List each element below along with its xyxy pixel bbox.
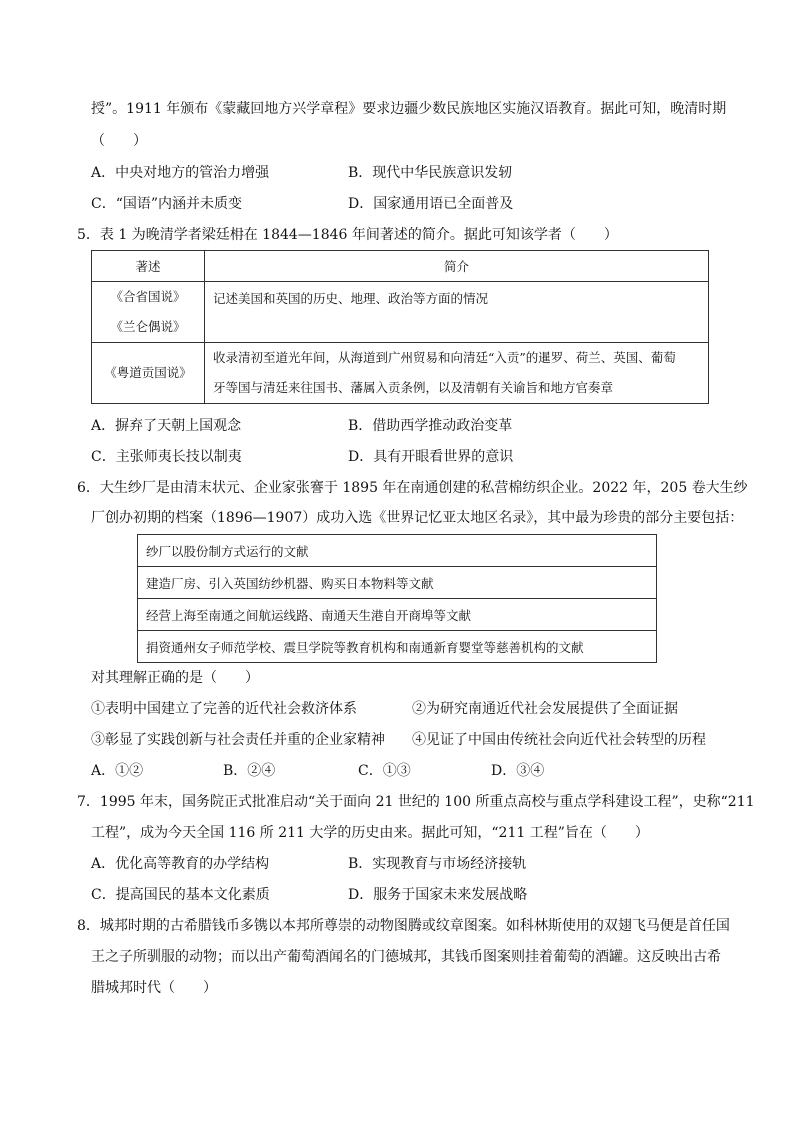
q4-option-b[interactable]: B．现代中华民族意识发轫	[348, 165, 513, 181]
q7-stem-line2: 工程”，成为今天全国 116 所 211 大学的历史由来。据此可知，“211 工程”旨在（ ）	[91, 825, 649, 841]
q4-blank: （ ）	[91, 133, 147, 149]
q4-option-a[interactable]: A．中央对地方的管治力增强	[91, 165, 270, 181]
q5-table-header-row	[92, 251, 709, 282]
q5-table-row	[92, 343, 709, 404]
q5-row2-intro-line1: 收录清初至道光年间，从海道到广州贸易和向清廷“入贡”的暹罗、荷兰、英国、葡萄	[213, 350, 676, 365]
q6-statement-3: ③彰显了实践创新与社会责任并重的企业家精神	[91, 732, 385, 748]
q6-statement-2: ②为研究南通近代社会发展提供了全面证据	[412, 701, 678, 717]
q8-stem-line2: 王之子所驯服的动物；而以出产葡萄酒闻名的门德城邦，其钱币图案则挂着葡萄的酒罐。这反映出古希	[91, 949, 721, 965]
q7-option-d[interactable]: D．服务于国家未来发展战略	[348, 887, 528, 903]
q5-header-work: 著述	[92, 251, 205, 282]
q5-row1-intro	[205, 282, 709, 343]
q4-stem-tail: 授”。1911 年颁布《蒙藏回地方兴学章程》要求边疆少数民族地区实施汉语教育。据此可知，晚清时期	[91, 101, 727, 117]
table-row	[138, 631, 657, 663]
q6-option-d[interactable]: D．③④	[491, 763, 545, 779]
q5-row1-intro-text: 记述美国和英国的历史、地理、政治等方面的情况	[213, 291, 489, 306]
q8-stem-line3: 腊城邦时代（ ）	[91, 980, 217, 996]
q5-row1-work2: 《兰仑偶说》	[110, 319, 186, 334]
q5-option-c[interactable]: C．主张师夷长技以制夷	[91, 449, 242, 465]
q6-statement-4: ④见证了中国由传统社会向近代社会转型的历程	[412, 732, 706, 748]
q6-question: 对其理解正确的是（ ）	[91, 670, 259, 686]
q6-table	[137, 534, 657, 663]
q5-row2-intro-line2: 牙等国与清廷来往国书、藩属入贡条例，以及清朝有关谕旨和地方官奏章	[213, 380, 614, 395]
q6-statement-1: ①表明中国建立了完善的近代社会救济体系	[91, 701, 357, 717]
q6-stem-line1: 6．大生纱厂是由清末状元、企业家张謇于 1895 年在南通创建的私营棉纺织企业。2022 年，205 卷大生纱	[77, 480, 748, 496]
q5-table-row	[92, 282, 709, 343]
q5-row2-work: 《粤道贡国说》	[92, 343, 205, 404]
table-row	[138, 599, 657, 631]
q5-option-a[interactable]: A．摒弃了天朝上国观念	[91, 418, 242, 434]
q5-option-b[interactable]: B．借助西学推动政治变革	[348, 418, 513, 434]
q5-row1-works	[92, 282, 205, 343]
q4-option-d[interactable]: D．国家通用语已全面普及	[348, 196, 514, 212]
q6-stem-line2: 厂创办初期的档案（1896—1907）成功入选《世界记忆亚太地区名录》，其中最为珍贵的部分主要包括：	[91, 510, 744, 526]
q7-stem-line1: 7．1995 年末，国务院正式批准启动“关于面向 21 世纪的 100 所重点高校与重点学科建设工程”，史称“211	[77, 794, 755, 810]
q7-option-c[interactable]: C．提高国民的基本文化素质	[91, 887, 270, 903]
q5-row1-work1: 《合省国说》	[110, 289, 186, 304]
q7-option-b[interactable]: B．实现教育与市场经济接轨	[348, 856, 527, 872]
q8-stem-line1: 8．城邦时期的古希腊钱币多镌以本邦所尊崇的动物图腾或纹章图案。如科林斯使用的双翅飞马便是首任国	[77, 918, 730, 934]
q6-table-cell: 纱厂以股份制方式运行的文献	[138, 535, 657, 567]
q6-option-b[interactable]: B．②④	[223, 763, 276, 779]
q5-table	[91, 250, 709, 404]
q7-option-a[interactable]: A．优化高等教育的办学结构	[91, 856, 270, 872]
table-row	[138, 535, 657, 567]
q6-table-cell: 建造厂房、引入英国纺纱机器、购买日本物料等文献	[138, 567, 657, 599]
q4-option-c[interactable]: C．“国语”内涵并未质变	[91, 196, 243, 212]
table-row	[138, 567, 657, 599]
q5-stem: 5．表 1 为晚清学者梁廷枏在 1844—1846 年间著述的简介。据此可知该学者（ ）	[77, 227, 618, 243]
q6-option-c[interactable]: C．①③	[358, 763, 411, 779]
q6-option-a[interactable]: A．①②	[91, 763, 144, 779]
q6-table-cell: 经营上海至南通之间航运线路、南通天生港自开商埠等文献	[138, 599, 657, 631]
q5-header-intro: 简介	[205, 251, 709, 282]
q5-row2-intro	[205, 343, 709, 404]
q6-table-cell: 捐资通州女子师范学校、震旦学院等教育机构和南通新育婴堂等慈善机构的文献	[138, 631, 657, 663]
q5-option-d[interactable]: D．具有开眼看世界的意识	[348, 449, 514, 465]
